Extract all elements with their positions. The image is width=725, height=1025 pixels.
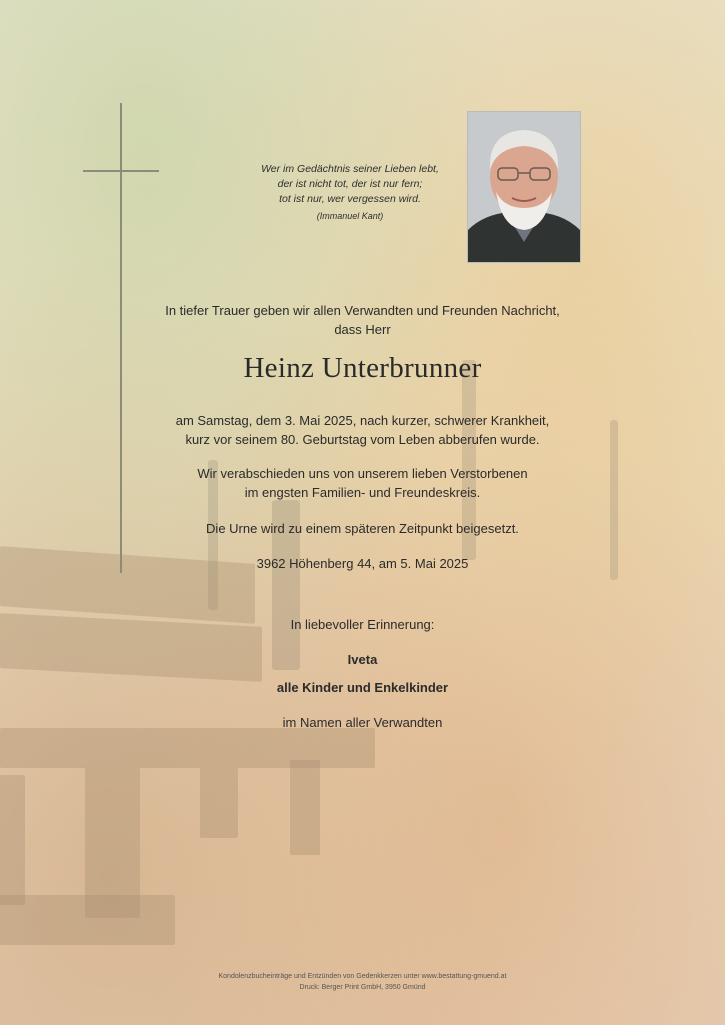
intro-text — [0, 301, 725, 339]
mourner-name: alle Kinder und Enkelkinder — [276, 680, 449, 695]
quote-author: (Immanuel Kant) — [316, 211, 384, 221]
footer-line: Druck: Berger Print GmbH, 3950 Gmünd — [299, 984, 426, 991]
memorial-quote — [230, 162, 470, 224]
intro-line: dass Herr — [334, 322, 391, 337]
bench-leg — [290, 760, 320, 855]
portrait-illustration — [468, 112, 580, 262]
death-line: kurz vor seinem 80. Geburtstag vom Leben abberufen wurde. — [185, 432, 540, 447]
urn-notice: Die Urne wird zu einem späteren Zeitpunkt beigesetzt. — [206, 521, 519, 536]
quote-line: tot ist nur, wer vergessen wird. — [279, 193, 421, 205]
bench-leg — [0, 775, 25, 905]
farewell-text — [0, 464, 725, 502]
intro-line: In tiefer Trauer geben wir allen Verwandten und Freunden Nachricht, — [165, 303, 560, 318]
cross-icon-bar — [83, 170, 159, 172]
quote-line: der ist nicht tot, der ist nur fern; — [277, 178, 423, 190]
mourner-name: Iveta — [347, 652, 378, 667]
memory-heading: In liebevoller Erinnerung: — [290, 617, 435, 632]
bench-leg — [200, 768, 238, 838]
footer — [0, 971, 725, 993]
relatives-line: im Namen aller Verwandten — [282, 715, 443, 730]
place-date: 3962 Höhenberg 44, am 5. Mai 2025 — [256, 556, 469, 571]
death-notice — [0, 411, 725, 449]
death-line: am Samstag, dem 3. Mai 2025, nach kurzer, schwerer Krankheit, — [175, 413, 550, 428]
farewell-line: im engsten Familien- und Freundeskreis. — [244, 485, 481, 500]
portrait-photo — [467, 111, 581, 263]
quote-line: Wer im Gedächtnis seiner Lieben lebt, — [261, 163, 439, 175]
footer-line: Kondolenzbucheinträge und Entzünden von Gedenkkerzen unter www.bestattung-gmuend.at — [218, 973, 507, 980]
bench-foot — [0, 895, 175, 945]
deceased-name: Heinz Unterbrunner — [243, 352, 482, 384]
farewell-line: Wir verabschieden uns von unserem lieben Verstorbenen — [197, 466, 528, 481]
